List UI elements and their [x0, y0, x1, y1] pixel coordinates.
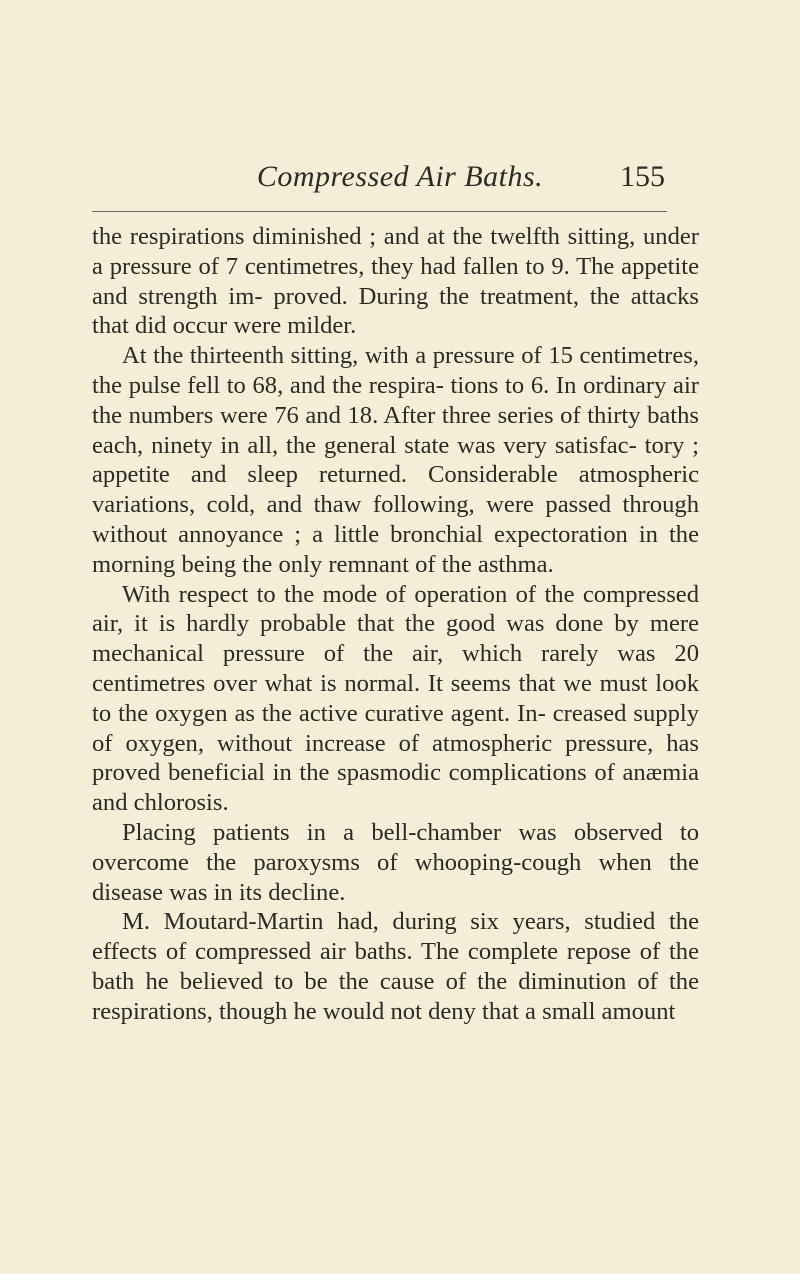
header-rule: [92, 211, 667, 212]
paragraph-moutard-martin: M. Moutard-Martin had, during six years, studied the effects of compressed air baths. The complete repose of the bath he believed to be the cause of the diminution of the respirations, though he would not deny that a small amount: [92, 908, 699, 1025]
running-title: Compressed Air Baths.: [256, 160, 544, 193]
paragraph-thirteenth-sitting: At the thirteenth sitting, with a pressure of 15 centimetres, the pulse fell to 68, and the respira- tions to 6. In ordinary air the numbers were 76 and 18. After three series of thirty baths each, ninety in all, the general state was very satisfac- tory ; appetite and sleep returned. Considerable atmospheric variations, cold, and thaw following, were passed through without annoyance ; a little bronchial expectoration in the morning being the only remnant of the asthma.: [92, 342, 699, 578]
running-head: [0, 160, 800, 194]
paragraph-continuation: the respirations diminished ; and at the twelfth sitting, under a pressure of 7 centimetres, they had fallen to 9. The appetite and strength im- proved. During the treatment, the attacks that did occur were milder.: [92, 223, 699, 340]
paragraph-mode-of-operation: With respect to the mode of operation of the compressed air, it is hardly probable that the good was done by mere mechanical pressure of the air, which rarely was 20 centimetres over what is normal. It seems that we must look to the oxygen as the active curative agent. In- creased supply of oxygen, without increase of atmospheric pressure, has proved beneficial in the spasmodic complications of anæmia and chlorosis.: [92, 580, 699, 817]
body-text: [92, 222, 699, 1027]
page-number: 155: [620, 160, 665, 193]
paragraph-bell-chamber: Placing patients in a bell-chamber was observed to overcome the paroxysms of whooping-cough when the disease was in its decline.: [92, 818, 699, 906]
